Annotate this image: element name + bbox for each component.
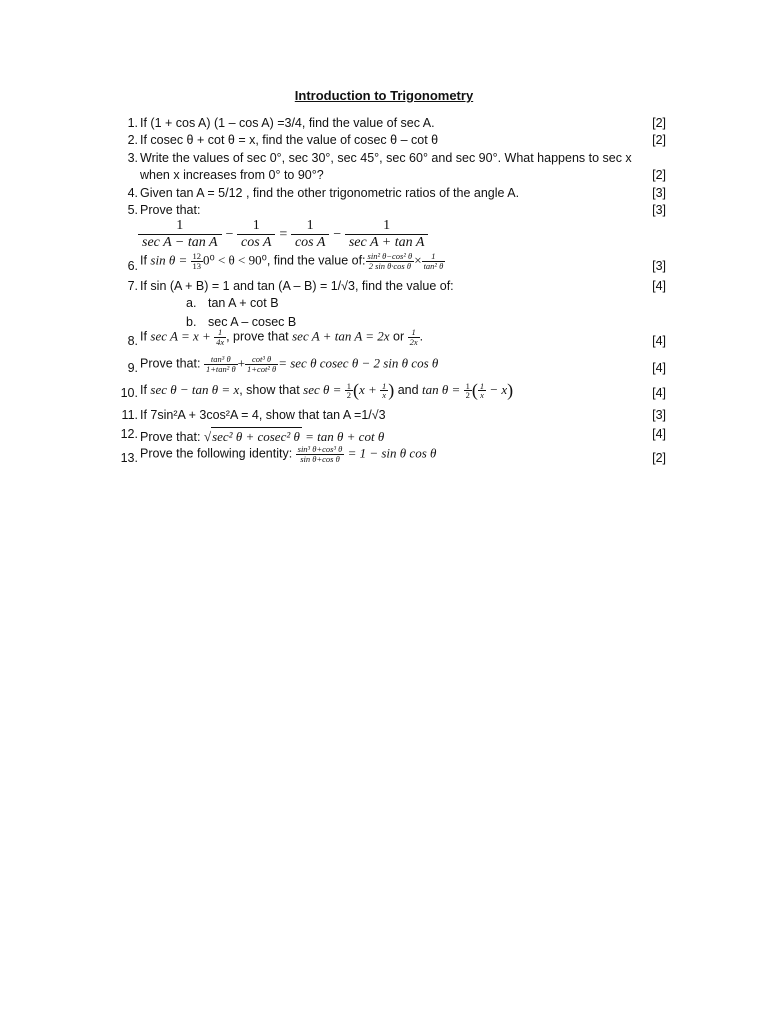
question-marks: [3] bbox=[652, 186, 666, 200]
page-title: Introduction to Trigonometry bbox=[294, 88, 474, 103]
question-number: 13. bbox=[120, 451, 138, 465]
fraction-sin-cos: $\frac{\text{sin² θ−cos² θ}}{\text{2 sin θ·cos θ}}$ bbox=[367, 251, 413, 271]
question-text: If (1 + cos A) (1 – cos A) =3/4, find the value of sec A. bbox=[140, 116, 435, 130]
question-marks: [2] bbox=[652, 451, 666, 465]
fraction-tan-cubed: $\frac{\text{tan³ θ}}{\text{1+tan² θ}}$ bbox=[205, 354, 236, 374]
question-number: 2. bbox=[127, 133, 138, 147]
question-marks: [3] bbox=[652, 259, 666, 273]
document-page: Introduction to Trigonometry 1. If (1 + cos A) (1 – cos A) =3/4, find the value of sec A. [2] 2. If cosec θ + cot θ = x, find the value of cosec θ – cot θ [2] 3. Write the values of sec 0°, sec 30°, sec 45°, sec 60° and sec 90°. What happens to sec x when x increases from 0° to 90°? [2] 4. Given tan A = 5/12 , find the other trigonometric ratios of the angle A. [3] 5. Prove that: [3] $\frac{1}{\text{sec A − tan A}}$ − $\frac{1}{\text{cos A}}$ = $\frac{1}{\text{cos A}}$ − $\frac{1}{\text{sec A + tan A}}$ 6. If sin θ = $\frac{12}{13}$ 0⁰ < θ < 90⁰, find the value of: $\frac{\text{sin² θ−cos² θ}}{\text{2 sin θ·cos θ}}$ × $\frac{1}{\text{tan² θ}}$ [3] 7. If sin (A + B) = 1 and tan (A – B) = 1/√3, find the value of: [4] a. tan A + cot B b. sec A – cosec B 8. If sec A = x + $\frac{1}{4x}$ , prove that sec A + tan A = 2x or $\frac{1}{2x}$ . [4] 9. Prove that: $\frac{\text{tan³ θ}}{\text{1+tan² θ}}$ + $\frac{\text{cot³ θ}}{\text{1+cot² θ}}$ = sec θ cosec θ − 2 sin θ cos θ [4] 10. If sec θ − tan θ = x, show that sec θ = $\frac{1}{2}$ (x + $\frac{1}{x}$ ) and tan θ = $\frac{1}{2}$ ( $\frac{1}{x}$ − x) [4] 11. If 7sin²A + 3cos²A = 4, show that tan A =1/√3 [3] 12. Prove that: √sec² θ + cosec² θ = tan θ + cot θ [4] 13. Prove the following identity: $\frac{\text{sin³ θ+cos³ θ}}{\text{sin θ+cos θ}}$ = 1 − sin θ cos θ [2] bbox=[0, 0, 768, 1024]
question-text: Prove the following identity: $\frac{\text{sin³ θ+cos³ θ}}{\text{sin θ+cos θ}}$ = 1 − sin θ cos θ bbox=[140, 444, 437, 464]
question-number: 1. bbox=[127, 116, 138, 130]
formula-fraction-2: $\frac{1}{\text{cos A}}$ bbox=[237, 218, 275, 251]
question-text: Prove that: bbox=[140, 203, 201, 217]
question-marks: [2] bbox=[652, 168, 666, 182]
question-marks: [4] bbox=[652, 334, 666, 348]
question-marks: [2] bbox=[652, 133, 666, 147]
fraction-one-over-tan: $\frac{1}{\text{tan² θ}}$ bbox=[423, 251, 444, 271]
question-marks: [3] bbox=[652, 408, 666, 422]
question-text: If sin θ = $\frac{12}{13}$ 0⁰ < θ < 90⁰, find the value of: $\frac{\text{sin² θ−cos² θ}}{\text{2 sin θ·cos θ}}$ × $\frac{1}{\text{tan² θ}}$ bbox=[140, 251, 444, 271]
question-number: 7. bbox=[127, 279, 138, 293]
square-root: sec² θ + cosec² θ bbox=[212, 429, 300, 444]
question-number: 12. bbox=[120, 427, 138, 441]
question-marks: [3] bbox=[652, 203, 666, 217]
question-marks: [4] bbox=[652, 361, 666, 375]
question-text: Prove that: √sec² θ + cosec² θ = tan θ + cot θ bbox=[140, 429, 385, 444]
part-label: b. bbox=[186, 315, 197, 329]
question-text: If sec A = x + $\frac{1}{4x}$ , prove that sec A + tan A = 2x or $\frac{1}{2x}$ . bbox=[140, 327, 424, 347]
part-label: a. bbox=[186, 296, 197, 310]
question-text: If 7sin²A + 3cos²A = 4, show that tan A =1/√3 bbox=[140, 408, 386, 422]
formula-fraction-3: $\frac{1}{\text{cos A}}$ bbox=[291, 218, 329, 251]
question-number: 3. bbox=[127, 151, 138, 165]
fraction-1-over-2x: $\frac{1}{2x}$ bbox=[409, 327, 418, 347]
question-text: If cosec θ + cot θ = x, find the value of cosec θ – cot θ bbox=[140, 133, 439, 147]
formula-fraction-1: $\frac{1}{\text{sec A − tan A}}$ bbox=[138, 218, 222, 251]
fraction-cot-cubed: $\frac{\text{cot³ θ}}{\text{1+cot² θ}}$ bbox=[246, 354, 277, 374]
question-text: Given tan A = 5/12 , find the other trigonometric ratios of the angle A. bbox=[140, 186, 520, 200]
question-text: Prove that: $\frac{\text{tan³ θ}}{\text{1+tan² θ}}$ + $\frac{\text{cot³ θ}}{\text{1+cot² θ}}$ = sec θ cosec θ − 2 sin θ cos θ bbox=[140, 354, 439, 374]
question-number: 9. bbox=[127, 361, 138, 375]
fraction-sin-cos-cubed: $\frac{\text{sin³ θ+cos³ θ}}{\text{sin θ+cos θ}}$ bbox=[297, 444, 343, 464]
question-number: 10. bbox=[120, 386, 138, 400]
question-marks: [4] bbox=[652, 427, 666, 441]
part-text: sec A – cosec B bbox=[208, 315, 297, 329]
fraction-12-13: $\frac{12}{13}$ bbox=[192, 251, 202, 271]
question-number: 4. bbox=[127, 186, 138, 200]
question-number: 8. bbox=[127, 334, 138, 348]
question-number: 5. bbox=[127, 203, 138, 217]
question-number: 6. bbox=[127, 259, 138, 273]
question-text: If sec θ − tan θ = x, show that sec θ = $\frac{1}{2}$ (x + $\frac{1}{x}$ ) and tan θ = $\frac{1}{2}$ ( $\frac{1}{x}$ − x) bbox=[140, 380, 514, 400]
fraction-1-over-x: $\frac{1}{x}$ bbox=[479, 380, 485, 400]
fraction-1-over-x: $\frac{1}{x}$ bbox=[381, 380, 387, 400]
fraction-1-over-4x: $\frac{1}{4x}$ bbox=[216, 327, 225, 347]
question-text: If sin (A + B) = 1 and tan (A – B) = 1/√3, find the value of: bbox=[140, 279, 454, 293]
question-number: 11. bbox=[121, 408, 138, 422]
fraction-one-half: $\frac{1}{2}$ bbox=[465, 380, 470, 400]
fraction-one-half: $\frac{1}{2}$ bbox=[346, 380, 351, 400]
formula-fraction-4: $\frac{1}{\text{sec A + tan A}}$ bbox=[345, 218, 429, 251]
question-marks: [2] bbox=[652, 116, 666, 130]
question-text-line-2: when x increases from 0° to 90°? bbox=[140, 168, 324, 182]
question-marks: [4] bbox=[652, 279, 666, 293]
question-marks: [4] bbox=[652, 386, 666, 400]
part-text: tan A + cot B bbox=[208, 296, 279, 310]
question-text: Write the values of sec 0°, sec 30°, sec 45°, sec 60° and sec 90°. What happens to sec x bbox=[140, 151, 632, 165]
